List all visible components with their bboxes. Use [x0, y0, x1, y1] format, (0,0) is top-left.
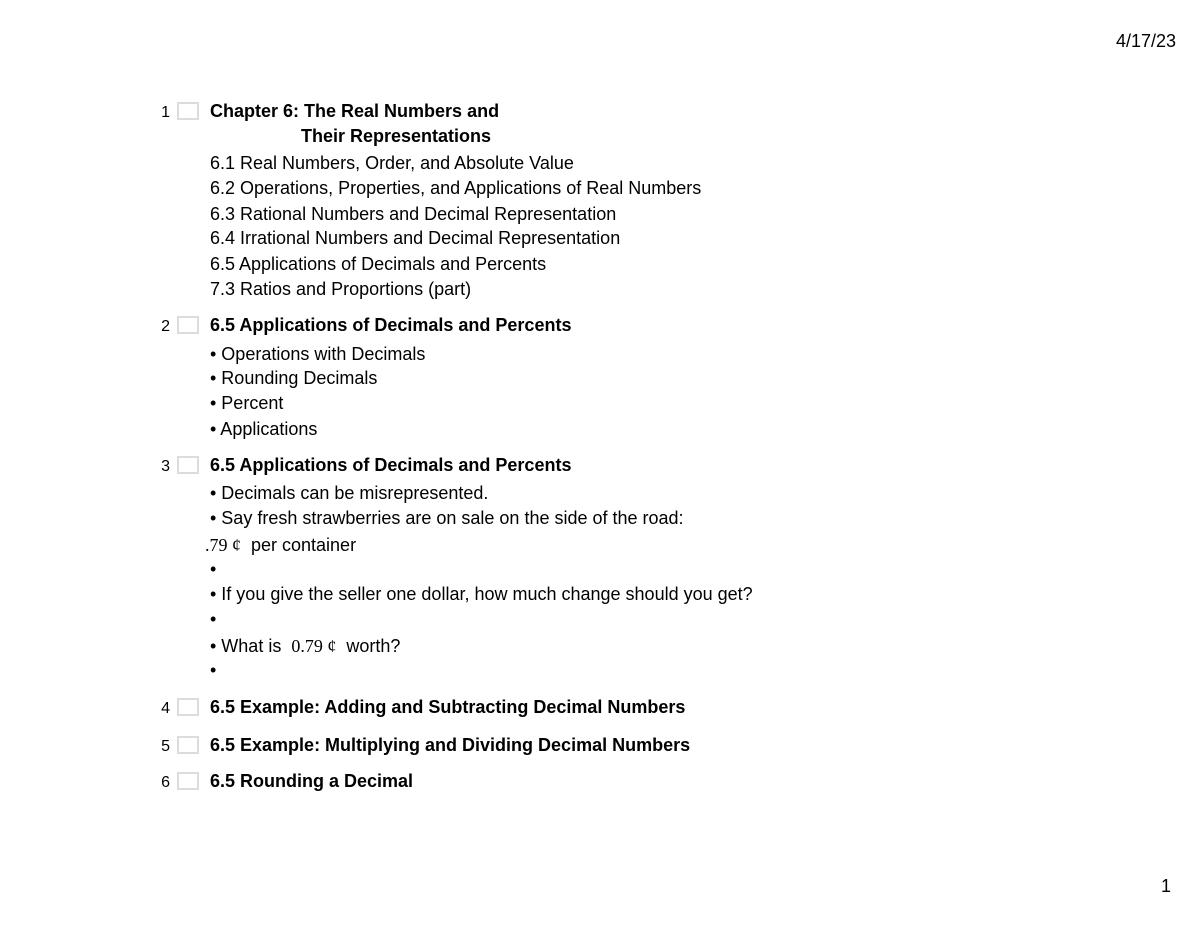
- bullet-item: •: [210, 609, 217, 629]
- slide-title: 6.5 Example: Multiplying and Dividing Decimal Numbers: [210, 735, 691, 755]
- slide-text-line: 6.2 Operations, Properties, and Applications of Real Numbers: [210, 178, 702, 198]
- slide-text-line: 6.1 Real Numbers, Order, and Absolute Value: [210, 153, 574, 173]
- slide-title: 6.5 Applications of Decimals and Percents: [210, 315, 572, 335]
- bullet-item: • Applications: [210, 419, 318, 439]
- bullet-item: • Operations with Decimals: [210, 344, 426, 364]
- price-math: .79 ¢: [205, 535, 241, 555]
- bullet-item: • Percent: [210, 393, 284, 413]
- slide-text-line: 6.5 Applications of Decimals and Percents: [210, 254, 547, 274]
- slide-number: 3: [161, 458, 170, 475]
- what-is-line: [210, 636, 400, 657]
- page-number: 1: [1160, 876, 1171, 896]
- bullet-item: • Decimals can be misrepresented.: [210, 483, 489, 503]
- slide-title: 6.5 Example: Adding and Subtracting Decimal Numbers: [210, 697, 686, 717]
- slide-title: 6.5 Applications of Decimals and Percents: [210, 455, 572, 475]
- slide-checkbox[interactable]: [177, 456, 199, 474]
- bullet-item: • If you give the seller one dollar, how much change should you get?: [210, 584, 753, 604]
- slide-number: 4: [161, 700, 170, 717]
- what-is-suffix: worth?: [336, 636, 401, 656]
- slide-checkbox[interactable]: [177, 736, 199, 754]
- slide-title-line2: Their Representations: [301, 126, 492, 146]
- slide-checkbox[interactable]: [177, 316, 199, 334]
- price-line: [205, 535, 356, 556]
- slide-number: 5: [161, 738, 170, 755]
- bullet-item: • Say fresh strawberries are on sale on the side of the road:: [210, 508, 684, 528]
- slide-title: 6.5 Rounding a Decimal: [210, 771, 414, 791]
- price-text: per container: [241, 535, 357, 555]
- slide-number: 1: [161, 104, 170, 121]
- bullet-item: • Rounding Decimals: [210, 368, 378, 388]
- slide-number: 2: [161, 318, 170, 335]
- bullet-item: •: [210, 559, 217, 579]
- slide-checkbox[interactable]: [177, 102, 199, 120]
- slide-text-line: 6.4 Irrational Numbers and Decimal Representation: [210, 228, 621, 248]
- slide-checkbox[interactable]: [177, 698, 199, 716]
- bullet-item: •: [210, 660, 217, 680]
- print-date: 4/17/23: [1115, 31, 1176, 51]
- slide-text-line: 6.3 Rational Numbers and Decimal Representation: [210, 204, 617, 224]
- what-is-prefix: • What is: [210, 636, 292, 656]
- slide-text-line: 7.3 Ratios and Proportions (part): [210, 279, 472, 299]
- slide-checkbox[interactable]: [177, 772, 199, 790]
- slide-number: 6: [161, 774, 170, 791]
- what-is-math: 0.79 ¢: [291, 636, 337, 656]
- slide-title: Chapter 6: The Real Numbers and: [210, 101, 500, 121]
